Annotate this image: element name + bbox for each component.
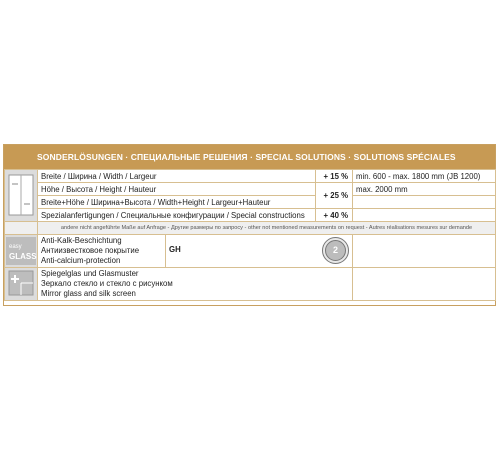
row-spec-empty: [353, 196, 496, 209]
row-percent: + 40 %: [316, 209, 353, 222]
table-row: [5, 209, 496, 222]
warranty-seal-icon: 2: [322, 237, 349, 264]
easyglass-badge-main: GLASS: [9, 252, 37, 261]
row-label: Breite+Höhe / Ширина+Высота / Width+Height / Largeur+Hauteur: [38, 196, 316, 209]
measurements-note: andere nicht angeführte Maße auf Anfrage - Другие размеры по запросу - other not mentioned measurements on request - Autres réalisations mesures sur demande: [38, 222, 496, 235]
easyglass-row: [5, 235, 496, 268]
easyglass-code: GH: [169, 245, 181, 254]
mirror-description: [38, 268, 353, 301]
shower-door-icon: [5, 170, 38, 222]
description-line: Anti-Kalk-Beschichtung: [41, 236, 122, 245]
row-label: Höhe / Высота / Height / Hauteur: [38, 183, 316, 196]
easyglass-badge: [5, 235, 38, 268]
mirror-empty: [353, 268, 496, 301]
section-header: SONDERLÖSUNGEN · СПЕЦИАЛЬНЫЕ РЕШЕНИЯ · SPECIAL SOLUTIONS · SOLUTIONS SPÉCIALES: [4, 145, 495, 169]
row-percent: + 25 %: [316, 183, 353, 209]
description-line: Антиизвестковое покрытие: [41, 246, 140, 255]
row-label: Breite / Ширина / Width / Largeur: [38, 170, 316, 183]
mirror-row: [5, 268, 496, 301]
row-spec: min. 600 - max. 1800 mm (JB 1200): [353, 170, 496, 183]
description-line: Anti-calcium-protection: [41, 256, 121, 265]
easyglass-badge-top: easy: [9, 244, 22, 250]
easyglass-code-cell: [166, 235, 353, 268]
description-line: Зеркало стекло и стекло с рисунком: [41, 279, 173, 288]
mirror-glass-icon: [5, 268, 38, 301]
row-percent: + 15 %: [316, 170, 353, 183]
easyglass-empty: [353, 235, 496, 268]
description-line: Mirror glass and silk screen: [41, 289, 136, 298]
table-row: [5, 196, 496, 209]
special-solutions-panel: [3, 144, 496, 306]
note-row: [5, 222, 496, 235]
row-spec: max. 2000 mm: [353, 183, 496, 196]
special-solutions-table: [4, 169, 496, 301]
description-line: Spiegelglas und Glasmuster: [41, 269, 139, 278]
table-row: [5, 170, 496, 183]
table-row: [5, 183, 496, 196]
row-label: Spezialanfertigungen / Специальные конфигурации / Special constructions: [38, 209, 316, 222]
easyglass-description: [38, 235, 166, 268]
row-spec-empty: [353, 209, 496, 222]
